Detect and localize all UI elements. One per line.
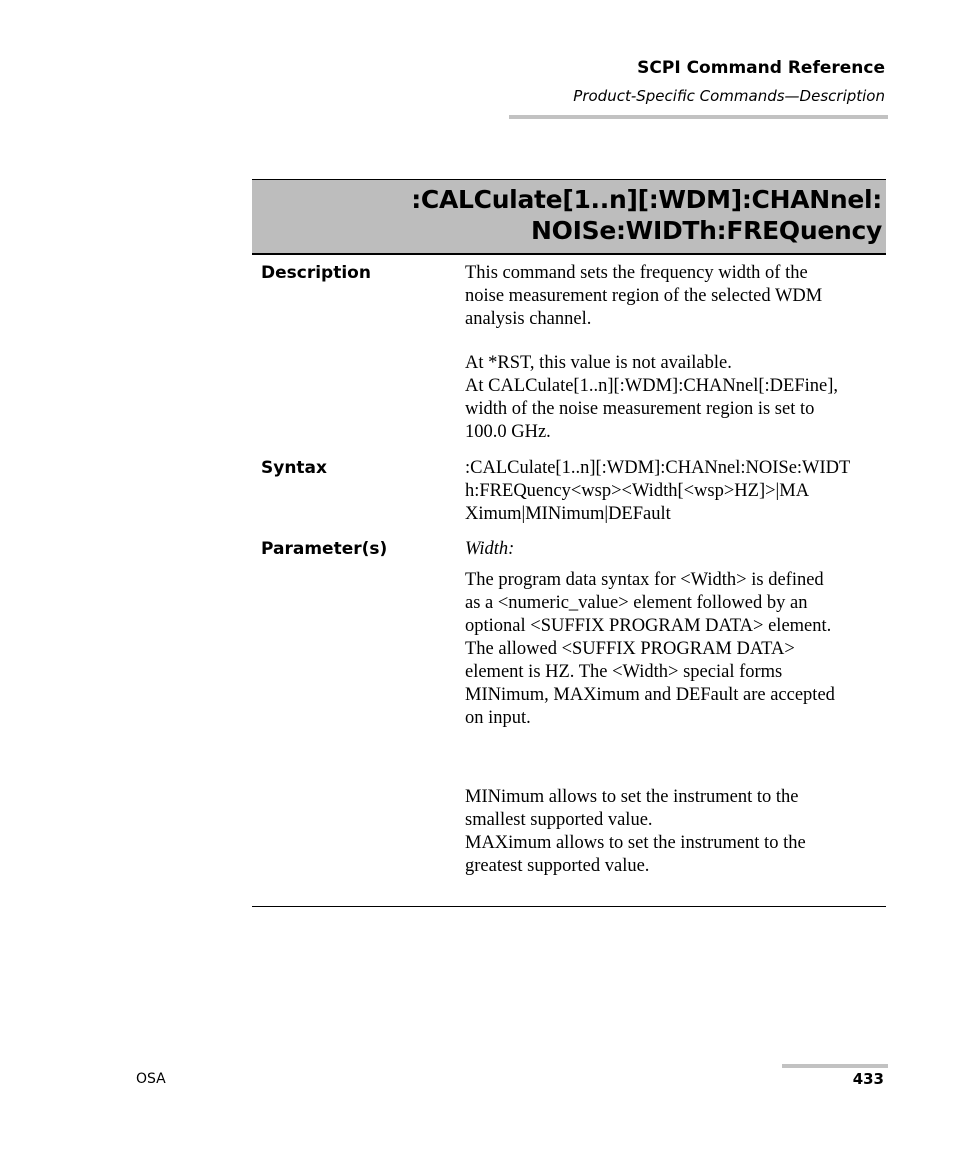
text-line: 100.0 GHz. — [465, 422, 551, 442]
text-line: MAXimum allows to set the instrument to the — [465, 833, 806, 853]
syntax-text — [465, 457, 885, 526]
command-title-box — [252, 179, 886, 255]
command-title-line-2: NOISe:WIDTh:FREQuency — [531, 216, 882, 245]
table-bottom-rule — [252, 906, 886, 907]
text-line: MINimum, MAXimum and DEFault are accepted — [465, 685, 835, 705]
text-line: h:FREQuency<wsp><Width[<wsp>HZ]>|MA — [465, 481, 810, 501]
text-line: :CALCulate[1..n][:WDM]:CHANnel:NOISe:WIDT — [465, 458, 851, 478]
text-line: The allowed <SUFFIX PROGRAM DATA> — [465, 639, 795, 659]
parameter-name: Width: — [465, 539, 515, 559]
text-line: greatest supported value. — [465, 856, 650, 876]
text-line: smallest supported value. — [465, 810, 653, 830]
text-line: At *RST, this value is not available. — [465, 353, 732, 373]
running-header-title: SCPI Command Reference — [637, 58, 885, 78]
parameters-paragraph-2 — [465, 786, 885, 878]
text-line: optional <SUFFIX PROGRAM DATA> element. — [465, 616, 832, 636]
text-line: This command sets the frequency width of the — [465, 263, 808, 283]
parameters-paragraph-1 — [465, 569, 885, 730]
command-title-line-1: :CALCulate[1..n][:WDM]:CHANnel: — [411, 185, 882, 214]
page-number: 433 — [852, 1070, 884, 1088]
text-line: analysis channel. — [465, 309, 592, 329]
text-line: element is HZ. The <Width> special forms — [465, 662, 783, 682]
parameters-label: Parameter(s) — [261, 539, 388, 559]
description-paragraph-1 — [465, 262, 885, 331]
text-line: The program data syntax for <Width> is defined — [465, 570, 824, 590]
text-line: noise measurement region of the selected WDM — [465, 286, 823, 306]
text-line: on input. — [465, 708, 531, 728]
text-line: width of the noise measurement region is set to — [465, 399, 815, 419]
footer-rule — [782, 1064, 888, 1068]
text-line: MINimum allows to set the instrument to the — [465, 787, 799, 807]
footer-product: OSA — [136, 1071, 166, 1087]
header-rule — [509, 115, 888, 119]
syntax-label: Syntax — [261, 458, 327, 478]
text-line: as a <numeric_value> element followed by an — [465, 593, 808, 613]
description-paragraph-2 — [465, 352, 885, 444]
text-line: Ximum|MINimum|DEFault — [465, 504, 671, 524]
description-label: Description — [261, 263, 371, 283]
text-line: At CALCulate[1..n][:WDM]:CHANnel[:DEFine], — [465, 376, 839, 396]
running-header-subtitle: Product-Specific Commands—Description — [573, 87, 885, 105]
